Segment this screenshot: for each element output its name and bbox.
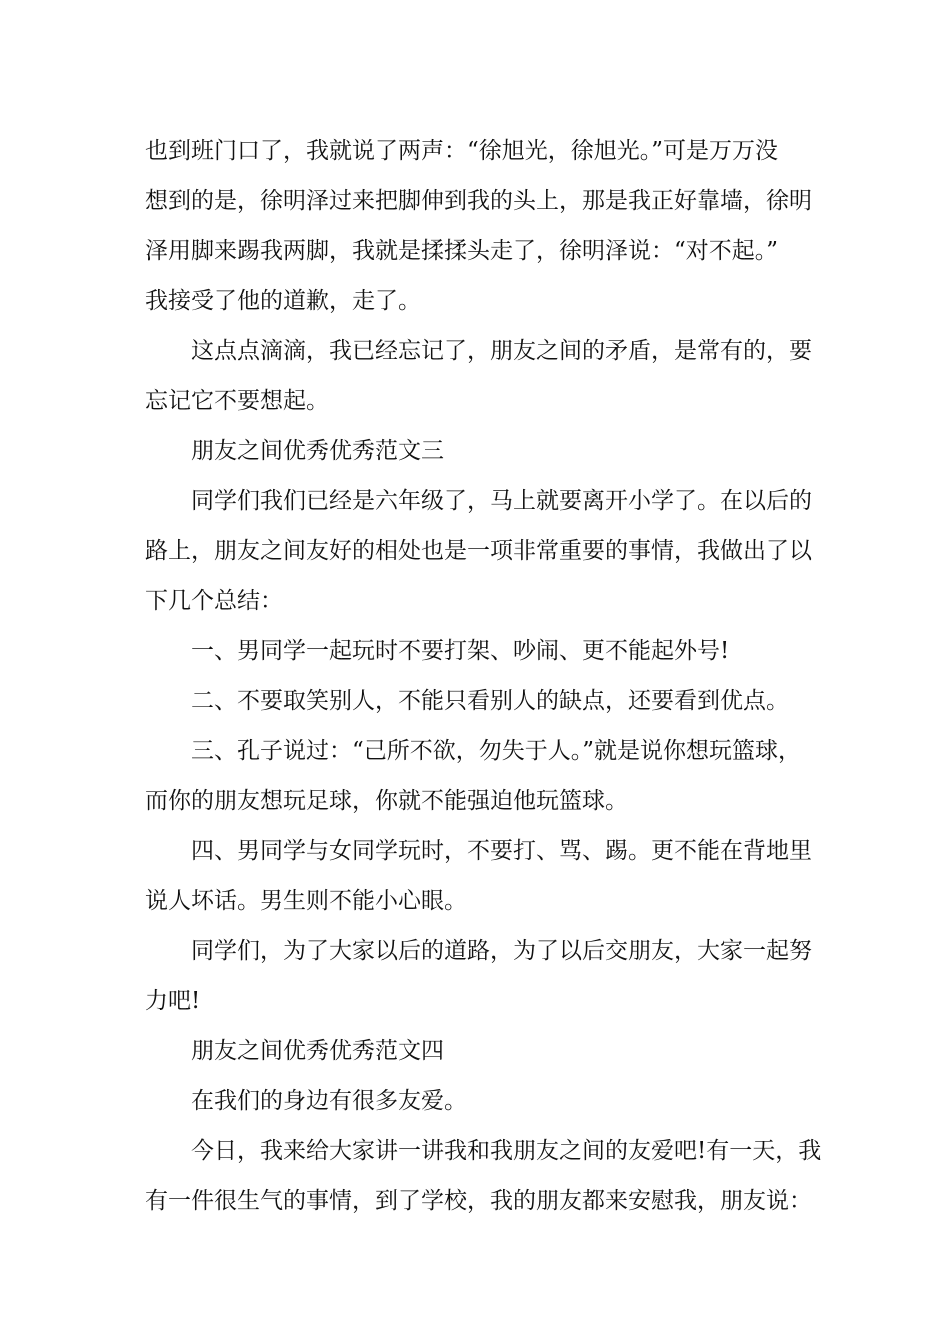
text-line: 我接受了他的道歉，走了。	[145, 288, 421, 314]
text-line: 一、男同学一起玩时不要打架、吵闹、更不能起外号!	[191, 638, 730, 664]
text-line: 这点点滴滴，我已经忘记了，朋友之间的矛盾，是常有的，要	[191, 338, 812, 364]
text-line: 力吧!	[145, 988, 201, 1014]
text-line: 路上，朋友之间友好的相处也是一项非常重要的事情，我做出了以	[145, 538, 812, 564]
text-line: 下几个总结：	[145, 588, 283, 614]
text-line: 同学们我们已经是六年级了，马上就要离开小学了。在以后的	[191, 488, 812, 514]
text-line: 今日，我来给大家讲一讲我和我朋友之间的友爱吧!有一天，我	[191, 1138, 822, 1164]
section-heading: 朋友之间优秀优秀范文三	[191, 438, 444, 464]
text-line: 同学们，为了大家以后的道路，为了以后交朋友，大家一起努	[191, 938, 812, 964]
text-line: 想到的是，徐明泽过来把脚伸到我的头上，那是我正好靠墙，徐明	[145, 188, 812, 214]
text-line: 而你的朋友想玩足球，你就不能强迫他玩篮球。	[145, 788, 628, 814]
text-line: 四、男同学与女同学玩时，不要打、骂、踢。更不能在背地里	[191, 838, 812, 864]
text-line: 三、孔子说过：“己所不欲，勿失于人。”就是说你想玩篮球，	[191, 738, 802, 764]
text-line: 忘记它不要想起。	[145, 388, 329, 414]
section-heading: 朋友之间优秀优秀范文四	[191, 1038, 444, 1064]
text-line: 二、不要取笑别人，不能只看别人的缺点，还要看到优点。	[191, 688, 789, 714]
text-line: 也到班门口了，我就说了两声：“徐旭光，徐旭光。”可是万万没	[145, 138, 779, 164]
text-line: 说人坏话。男生则不能小心眼。	[145, 888, 467, 914]
text-line: 有一件很生气的事情，到了学校，我的朋友都来安慰我，朋友说：	[145, 1188, 812, 1214]
text-line: 泽用脚来踢我两脚，我就是揉揉头走了，徐明泽说：“对不起。”	[145, 238, 779, 264]
text-line: 在我们的身边有很多友爱。	[191, 1088, 467, 1114]
